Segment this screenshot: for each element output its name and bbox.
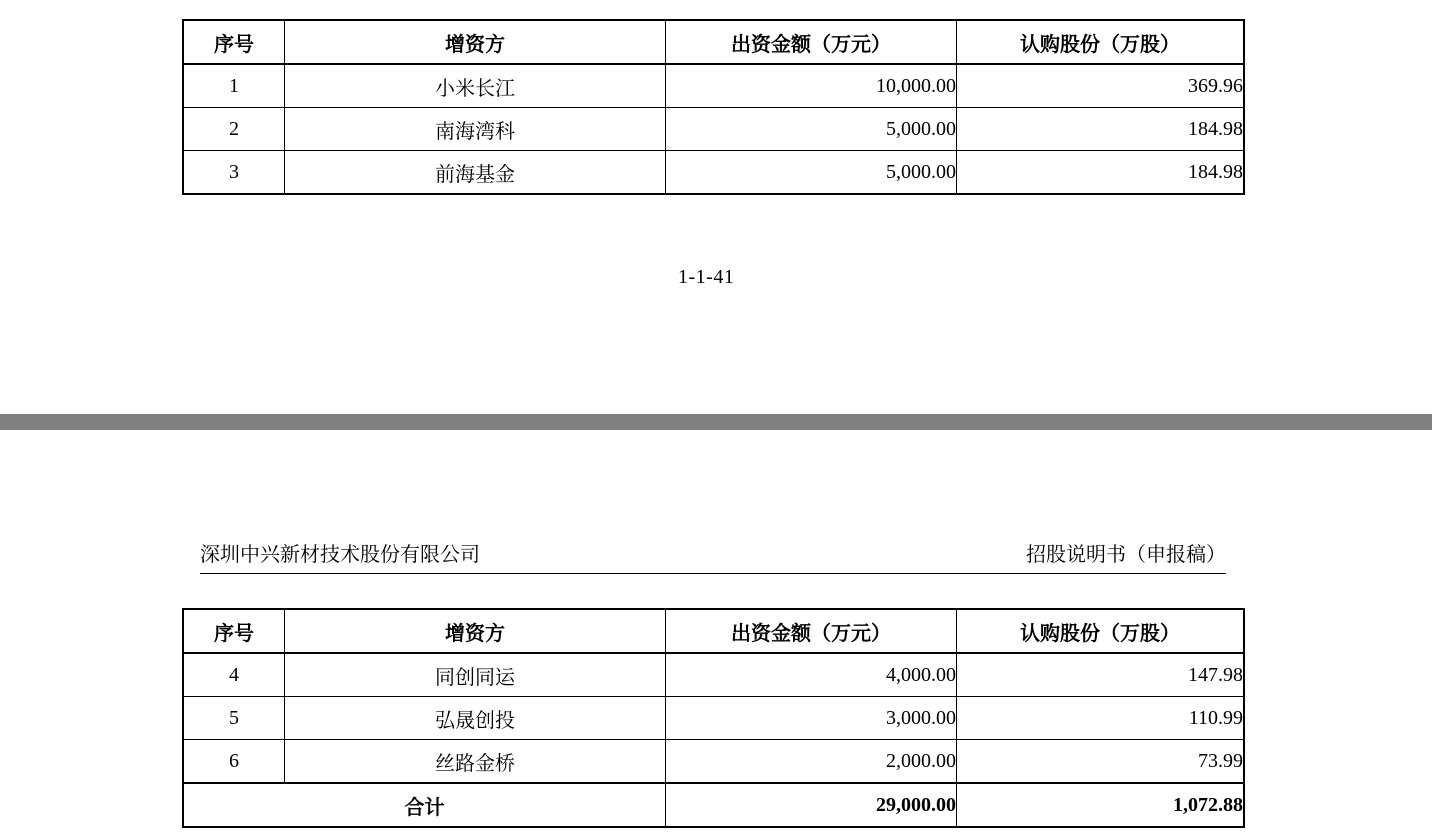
table-row (183, 108, 1244, 151)
cell-investor: 弘晟创投 (285, 697, 666, 740)
column-header-investor: 增资方 (285, 20, 666, 64)
cell-total-amount: 29,000.00 (666, 783, 957, 827)
document-header (200, 538, 1226, 574)
column-header-amount: 出资金额（万元） (666, 20, 957, 64)
company-name: 深圳中兴新材技术股份有限公司 (200, 544, 480, 566)
cell-index: 3 (183, 151, 285, 195)
cell-amount: 2,000.00 (666, 740, 957, 784)
column-header-index: 序号 (183, 20, 285, 64)
table-row (183, 697, 1244, 740)
capital-increase-table-top (182, 19, 1245, 195)
cell-amount: 5,000.00 (666, 151, 957, 195)
cell-shares: 184.98 (957, 151, 1245, 195)
cell-shares: 73.99 (957, 740, 1245, 784)
cell-shares: 369.96 (957, 64, 1245, 108)
column-header-amount: 出资金额（万元） (666, 609, 957, 653)
column-header-index: 序号 (183, 609, 285, 653)
document-type: 招股说明书（申报稿） (1026, 544, 1226, 566)
page-break-band (0, 414, 1432, 430)
column-header-shares: 认购股份（万股） (957, 20, 1245, 64)
table-row (183, 653, 1244, 697)
table-row (183, 151, 1244, 195)
cell-shares: 184.98 (957, 108, 1245, 151)
cell-amount: 10,000.00 (666, 64, 957, 108)
cell-total-label: 合计 (183, 783, 666, 827)
cell-total-shares: 1,072.88 (957, 783, 1245, 827)
cell-shares: 147.98 (957, 653, 1245, 697)
table-total-row (183, 783, 1244, 827)
cell-amount: 4,000.00 (666, 653, 957, 697)
cell-shares: 110.99 (957, 697, 1245, 740)
cell-investor: 前海基金 (285, 151, 666, 195)
cell-index: 4 (183, 653, 285, 697)
cell-investor: 同创同运 (285, 653, 666, 697)
table-header-row (183, 609, 1244, 653)
capital-increase-table-bottom (182, 608, 1245, 828)
cell-investor: 丝路金桥 (285, 740, 666, 784)
column-header-investor: 增资方 (285, 609, 666, 653)
table-header-row (183, 20, 1244, 64)
cell-investor: 南海湾科 (285, 108, 666, 151)
table-row (183, 64, 1244, 108)
cell-index: 2 (183, 108, 285, 151)
table-row (183, 740, 1244, 784)
page-number: 1-1-41 (678, 266, 735, 288)
cell-amount: 3,000.00 (666, 697, 957, 740)
cell-index: 6 (183, 740, 285, 784)
cell-amount: 5,000.00 (666, 108, 957, 151)
cell-investor: 小米长江 (285, 64, 666, 108)
column-header-shares: 认购股份（万股） (957, 609, 1245, 653)
cell-index: 1 (183, 64, 285, 108)
cell-index: 5 (183, 697, 285, 740)
